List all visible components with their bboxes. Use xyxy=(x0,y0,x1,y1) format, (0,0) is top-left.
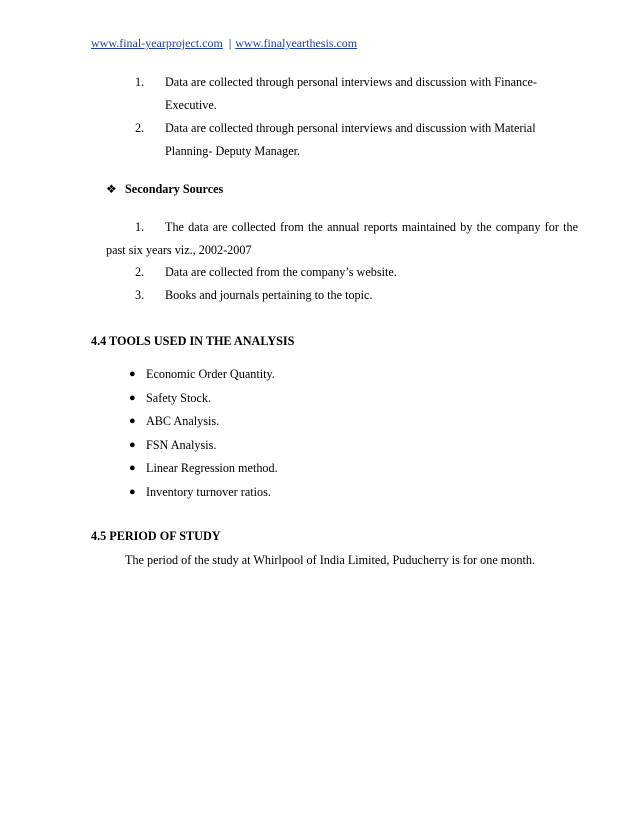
bullet-icon: ● xyxy=(129,368,136,380)
bullet-icon: ● xyxy=(129,439,136,451)
bullet-icon: ● xyxy=(129,486,136,498)
list-item-number: 1. xyxy=(135,75,145,89)
page-header xyxy=(91,36,357,51)
list-item-text: Data are collected through personal interviews and discussion with Material xyxy=(165,121,536,135)
list-item-text: past six years viz., 2002-2007 xyxy=(106,243,252,257)
list-item-text: Economic Order Quantity. xyxy=(146,367,275,381)
finalyearthesis-link[interactable]: www.finalyearthesis.com xyxy=(235,36,358,50)
list-item-text: Data are collected through personal interviews and discussion with Finance- xyxy=(165,75,537,89)
list-item-number: 2. xyxy=(135,265,145,279)
header-separator: | xyxy=(228,36,232,50)
bullet-icon: ● xyxy=(129,392,136,404)
list-item-text: Inventory turnover ratios. xyxy=(146,485,271,499)
list-item-number: 2. xyxy=(135,121,145,135)
list-item-number: 1. xyxy=(135,220,145,234)
list-item-text: Executive. xyxy=(165,98,217,112)
list-item-number: 3. xyxy=(135,288,145,302)
paragraph-text: The period of the study at Whirlpool of India Limited, Puducherry is for one month. xyxy=(125,553,536,567)
section-heading: 4.4 TOOLS USED IN THE ANALYSIS xyxy=(91,334,295,348)
list-item-text: Planning- Deputy Manager. xyxy=(165,144,301,158)
list-item-text: Books and journals pertaining to the topic. xyxy=(165,288,373,302)
list-item-text: FSN Analysis. xyxy=(146,438,217,452)
list-item-text: ABC Analysis. xyxy=(146,414,220,428)
final-yearproject-link[interactable]: www.final-yearproject.com xyxy=(91,36,223,50)
bullet-icon: ● xyxy=(129,415,136,427)
bullet-icon: ● xyxy=(129,462,136,474)
list-item-text: Safety Stock. xyxy=(146,391,211,405)
list-item-text: The data are collected from the annual reports maintained by the company for the xyxy=(165,220,578,234)
diamond-bullet-icon: ❖ xyxy=(106,182,117,196)
section-heading: 4.5 PERIOD OF STUDY xyxy=(91,529,221,543)
section-heading: Secondary Sources xyxy=(125,182,224,196)
list-item-text: Data are collected from the company’s website. xyxy=(165,265,397,279)
list-item-text: Linear Regression method. xyxy=(146,461,278,475)
